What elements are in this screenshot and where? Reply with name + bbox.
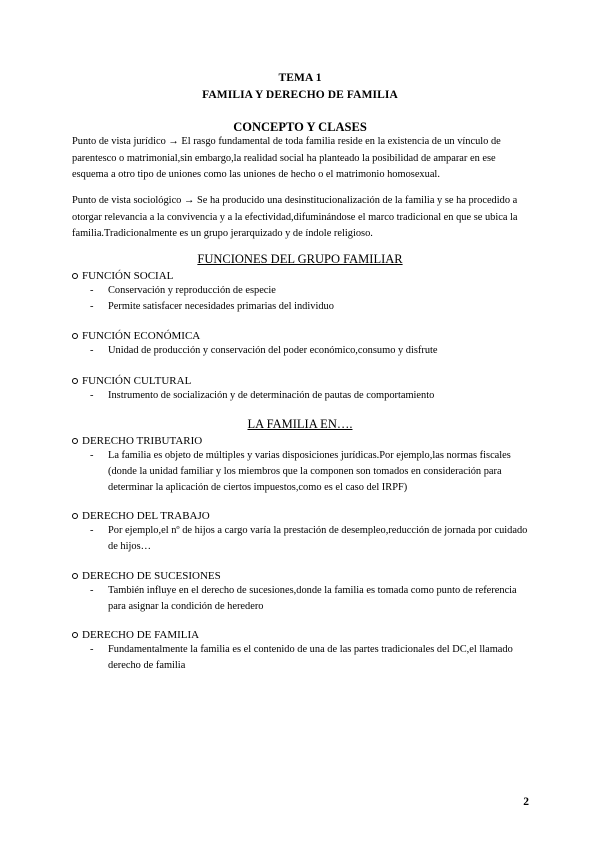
bullet-list <box>90 583 530 615</box>
list-item: - La familia es objeto de múltiples y varias disposiciones jurídicas.Por ejemplo,las normas fiscales (donde la unidad familiar y los miembros que la componen son tomados en consideración para determinar la aplicación de ciertos impuestos,como es el caso del IRPF) <box>90 450 511 493</box>
subheading-label: FUNCIÓN ECONÓMICA <box>82 330 201 342</box>
bullet-list <box>90 448 530 496</box>
circle-bullet-icon <box>72 573 78 579</box>
paragraph-sociologico: Punto de vista sociológico → Se ha producido una desinstitucionalización de la familia y se ha procedido a otorgar relevancia a la convivencia y a la efectividad,difuminándose el marco tradicional en que se ubica la familia.Tradicionalmente es un grupo jerarquizado y de índole religioso. <box>72 195 518 239</box>
circle-bullet-icon <box>72 438 78 444</box>
subheading-derecho-trabajo <box>72 509 210 523</box>
subheading-label: DERECHO TRIBUTARIO <box>82 435 203 447</box>
dash-marker: - <box>90 345 94 356</box>
subheading-derecho-familia <box>72 628 199 642</box>
circle-bullet-icon <box>72 632 78 638</box>
bullet-list <box>90 283 530 315</box>
subheading-label: DERECHO DE FAMILIA <box>82 629 200 641</box>
subheading-label: FUNCIÓN SOCIAL <box>82 270 174 282</box>
bullet-list <box>90 523 530 555</box>
list-item: - Permite satisfacer necesidades primarias del individuo <box>90 299 530 315</box>
list-item: - Conservación y reproducción de especie <box>90 283 530 299</box>
list-item: - Instrumento de socialización y de determinación de pautas de comportamiento <box>90 388 530 404</box>
list-item: - Unidad de producción y conservación del poder económico,consumo y disfrute <box>90 343 530 359</box>
dash-marker: - <box>90 285 94 296</box>
list-item: - Por ejemplo,el nº de hijos a cargo varía la prestación de desempleo,reducción de jornada por cuidado de hijos… <box>90 525 528 552</box>
subheading-funcion-social <box>72 269 173 283</box>
funciones-heading: FUNCIONES DEL GRUPO FAMILIAR <box>197 252 403 266</box>
dash-marker: - <box>90 301 94 312</box>
page-number: 2 <box>523 796 529 808</box>
document-title: FAMILIA Y DERECHO DE FAMILIA <box>202 89 398 101</box>
tema-label: TEMA 1 <box>278 72 322 84</box>
subheading-label: DERECHO DEL TRABAJO <box>82 510 210 522</box>
circle-bullet-icon <box>72 333 78 339</box>
subheading-derecho-tributario <box>72 434 202 448</box>
familia-en-heading: LA FAMILIA EN…. <box>247 417 353 431</box>
subheading-funcion-economica <box>72 329 200 343</box>
circle-bullet-icon <box>72 378 78 384</box>
circle-bullet-icon <box>72 513 78 519</box>
subheading-label: DERECHO DE SUCESIONES <box>82 570 221 582</box>
bullet-list <box>90 343 530 359</box>
subheading-funcion-cultural <box>72 374 191 388</box>
dash-marker: - <box>90 585 94 596</box>
dash-marker: - <box>90 450 94 461</box>
concepts-heading: CONCEPTO Y CLASES <box>233 120 367 134</box>
bullet-list <box>90 388 530 404</box>
subheading-label: FUNCIÓN CULTURAL <box>82 375 192 387</box>
circle-bullet-icon <box>72 273 78 279</box>
dash-marker: - <box>90 390 94 401</box>
bullet-list <box>90 642 530 674</box>
subheading-derecho-sucesiones <box>72 569 221 583</box>
list-item: - Fundamentalmente la familia es el contenido de una de las partes tradicionales del DC,el llamado derecho de familia <box>90 644 513 671</box>
list-item: - También influye en el derecho de sucesiones,donde la familia es tomada como punto de referencia para asignar la condición de heredero <box>90 585 517 612</box>
dash-marker: - <box>90 644 94 655</box>
paragraph-juridico: Punto de vista jurídico → El rasgo fundamental de toda familia reside en la existencia de un vínculo de parentesco o matrimonial,sin embargo,la realidad social ha planteado la posibilidad de amparar en ese esquema a otro tipo de uniones como las uniones de hecho o el matrimonio homosexual. <box>72 136 501 180</box>
dash-marker: - <box>90 525 94 536</box>
